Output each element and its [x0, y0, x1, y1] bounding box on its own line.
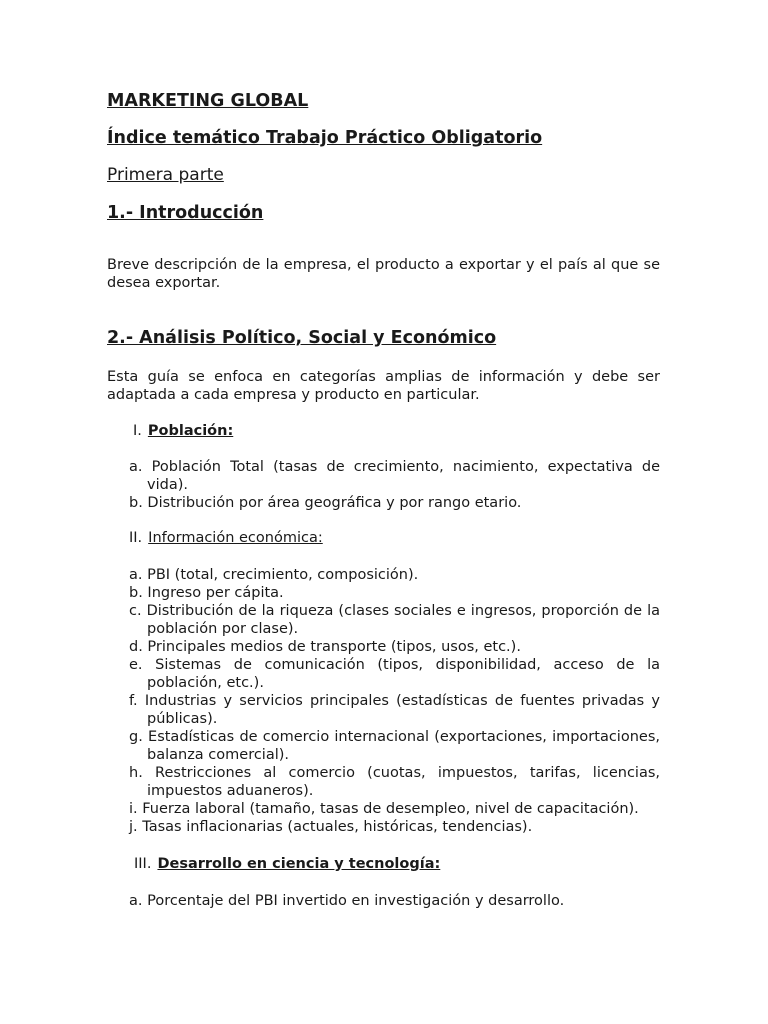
list-item: d. Principales medios de transporte (tipos, usos, etc.).	[129, 639, 521, 655]
section-2-body: Esta guía se enfoca en categorías amplias de información y debe ser adaptada a cada empresa y producto en particular.	[107, 369, 660, 403]
subsection-1-list	[129, 458, 660, 512]
subsection-1-heading	[133, 422, 233, 440]
section-1-heading-text: 1.- Introducción	[107, 203, 264, 223]
subsection-3-list	[129, 892, 660, 910]
document-subtitle	[107, 129, 660, 148]
subsection-1-number: I.	[133, 423, 142, 439]
subsection-3-title: Desarrollo en ciencia y tecnología:	[157, 856, 441, 872]
list-item: a. PBI (total, crecimiento, composición).	[129, 567, 419, 583]
section-1-heading	[107, 204, 660, 223]
part-heading	[107, 166, 660, 185]
subsection-2-list	[129, 566, 660, 836]
list-item: e. Sistemas de comunicación (tipos, disponibilidad, acceso de la población, etc.).	[129, 657, 660, 691]
list-item: a. Población Total (tasas de crecimiento, nacimiento, expectativa de vida).	[129, 459, 660, 493]
document-title	[107, 92, 660, 111]
section-1-body: Breve descripción de la empresa, el producto a exportar y el país al que se desea exportar.	[107, 257, 660, 291]
section-2-heading-text: 2.- Análisis Político, Social y Económico	[107, 328, 497, 348]
part-text: Primera parte	[107, 165, 224, 185]
title-text: MARKETING GLOBAL	[107, 91, 309, 111]
subsection-3-number: III.	[134, 856, 152, 872]
subsection-2-heading	[129, 529, 323, 547]
list-item: h. Restricciones al comercio (cuotas, impuestos, tarifas, licencias, impuestos aduaneros).	[129, 765, 660, 799]
section-2-heading	[107, 329, 660, 348]
list-item: j. Tasas inflacionarias (actuales, históricas, tendencias).	[129, 819, 533, 835]
list-item: g. Estadísticas de comercio internacional (exportaciones, importaciones, balanza comercial).	[129, 729, 660, 763]
list-item: b. Ingreso per cápita.	[129, 585, 284, 601]
list-item: a. Porcentaje del PBI invertido en investigación y desarrollo.	[129, 893, 565, 909]
subsection-2-title: Información económica:	[148, 530, 323, 546]
list-item: f. Industrias y servicios principales (estadísticas de fuentes privadas y públicas).	[129, 693, 660, 727]
subsection-2-number: II.	[129, 530, 143, 546]
list-item: i. Fuerza laboral (tamaño, tasas de desempleo, nivel de capacitación).	[129, 801, 639, 817]
subtitle-text: Índice temático Trabajo Práctico Obligatorio	[107, 128, 543, 148]
subsection-3-heading	[134, 855, 440, 873]
subsection-1-title: Población:	[147, 423, 234, 439]
list-item: b. Distribución por área geográfica y por rango etario.	[129, 495, 522, 511]
list-item: c. Distribución de la riqueza (clases sociales e ingresos, proporción de la población por clase).	[129, 603, 660, 637]
